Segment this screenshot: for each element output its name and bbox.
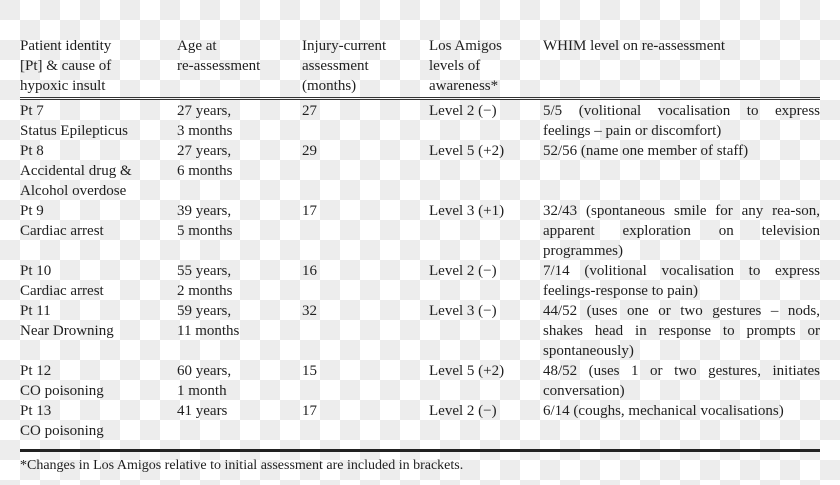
cell-months: 16 <box>302 263 317 279</box>
table-row <box>20 99 820 142</box>
header-los-amigos: Los Amigos levels of awareness* <box>429 36 543 99</box>
cell-patient: Pt 10 Cardiac arrest <box>20 263 104 299</box>
cell-los-amigos: Level 2 (−) <box>429 263 497 279</box>
table-row <box>20 261 820 301</box>
cell-patient: Pt 12 CO poisoning <box>20 363 104 399</box>
cell-los-amigos: Level 2 (−) <box>429 103 497 119</box>
table-row <box>20 301 820 361</box>
cell-age: 39 years, 5 months <box>177 203 233 239</box>
cell-months: 17 <box>302 403 317 419</box>
table-row <box>20 401 820 451</box>
cell-los-amigos: Level 3 (−) <box>429 303 497 319</box>
cell-age: 55 years, 2 months <box>177 263 233 299</box>
table-footnote: *Changes in Los Amigos relative to initial assessment are included in brackets. <box>20 458 464 473</box>
table-header <box>20 36 820 99</box>
table-row <box>20 201 820 261</box>
cell-whim: 48/52 (uses 1 or two gestures, initiates conversation) <box>543 363 820 399</box>
cell-patient: Pt 11 Near Drowning <box>20 303 114 339</box>
header-row <box>20 36 820 99</box>
cell-age: 41 years <box>177 403 228 419</box>
cell-whim: 7/14 (volitional vocalisation to express feelings-response to pain) <box>543 263 820 299</box>
cell-los-amigos: Level 3 (+1) <box>429 203 505 219</box>
cell-patient: Pt 13 CO poisoning <box>20 403 104 439</box>
cell-age: 59 years, 11 months <box>177 303 240 339</box>
cell-age: 27 years, 3 months <box>177 103 233 139</box>
document-page <box>20 36 820 475</box>
cell-los-amigos: Level 2 (−) <box>429 403 497 419</box>
header-months: Injury-current assessment (months) <box>302 36 429 99</box>
cell-whim: 6/14 (coughs, mechanical vocalisations) <box>543 403 784 419</box>
cell-patient: Pt 7 Status Epilepticus <box>20 103 128 139</box>
cell-los-amigos: Level 5 (+2) <box>429 363 505 379</box>
cell-whim: 44/52 (uses one or two gestures – nods, shakes head in response to prompts or spontaneously) <box>543 303 820 359</box>
cell-patient: Pt 9 Cardiac arrest <box>20 203 104 239</box>
header-age: Age at re-assessment <box>177 36 302 99</box>
patient-table <box>20 36 820 452</box>
header-patient: Patient identity [Pt] & cause of hypoxic insult <box>20 36 177 99</box>
cell-whim: 5/5 (volitional vocalisation to express feelings – pain or discomfort) <box>543 103 820 139</box>
table-row <box>20 141 820 201</box>
cell-los-amigos: Level 5 (+2) <box>429 143 505 159</box>
cell-age: 27 years, 6 months <box>177 143 233 179</box>
table-body <box>20 99 820 451</box>
table-row <box>20 361 820 401</box>
cell-months: 29 <box>302 143 317 159</box>
cell-months: 27 <box>302 103 317 119</box>
cell-whim: 32/43 (spontaneous smile for any rea-son, apparent exploration on television programmes) <box>543 203 820 259</box>
cell-months: 32 <box>302 303 317 319</box>
cell-months: 17 <box>302 203 317 219</box>
cell-months: 15 <box>302 363 317 379</box>
cell-age: 60 years, 1 month <box>177 363 232 399</box>
header-whim: WHIM level on re-assessment <box>543 36 820 99</box>
cell-whim: 52/56 (name one member of staff) <box>543 143 749 159</box>
cell-patient: Pt 8 Accidental drug & Alcohol overdose <box>20 143 132 199</box>
